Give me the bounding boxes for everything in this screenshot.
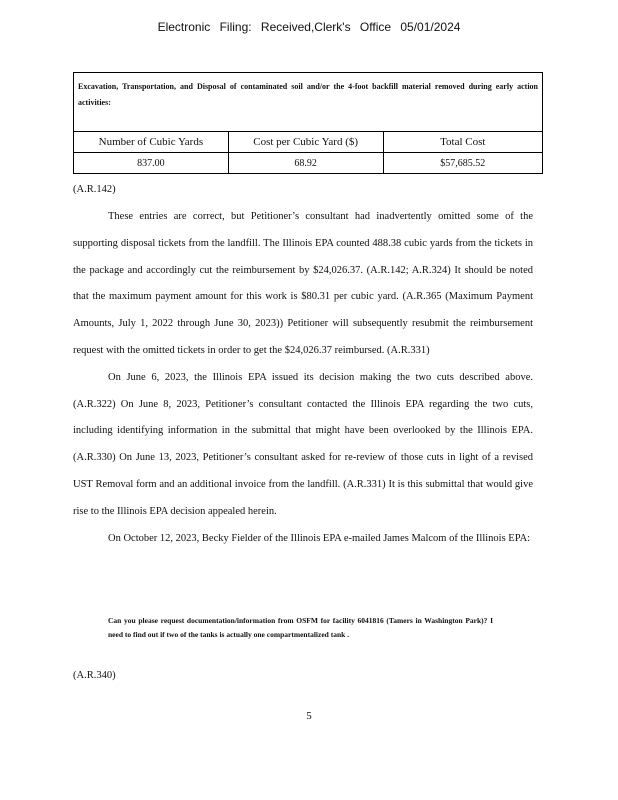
body-section — [73, 204, 533, 552]
column-header-cost-per-yard: Cost per Cubic Yard ($) — [228, 132, 383, 153]
paragraph: On October 12, 2023, Becky Fielder of the Illinois EPA e-mailed James Malcom of the Illinois EPA: — [108, 532, 531, 544]
cell-cubic-yards: 837.00 — [74, 153, 229, 174]
page-number: 5 — [306, 710, 312, 722]
paragraph: On June 6, 2023, the Illinois EPA issued its decision making the two cuts described above. (A.R.322) On June 8, 2023, Petitioner’s consultant contacted the Illinois EPA regarding the two cuts, including identifying information in the submittal that might have been overlooked by the Illinois EPA. (A.R.330) On June 13, 2023, Petitioner’s consultant asked for re-review of those cuts in light of a revised UST Removal form and an additional invoice from the landfill. (A.R.331) It is this submittal that would give rise to the Illinois EPA decision appealed herein. — [73, 371, 533, 517]
email-quote: Can you please request documentation/information from OSFM for facility 6041816 (Tamers in Washington Park)? I need to find out if two of the tanks is actually one compartmentalized tank . — [108, 616, 493, 639]
column-header-total-cost: Total Cost — [383, 132, 542, 153]
paragraph: These entries are correct, but Petitioner’s consultant had inadvertently omitted some of the supporting disposal tickets from the landfill. The Illinois EPA counted 488.38 cubic yards from the tickets in the package and accordingly cut the reimbursement by $24,026.37. (A.R.142; A.R.324) It should be noted that the maximum payment amount for this work is $80.31 per cubic yard. (A.R.365 (Maximum Payment Amounts, July 1, 2022 through June 30, 2023)) Petitioner will subsequently resubmit the reimbursement request with the omitted tickets in order to get the $24,026.37 reimbursed. (A.R.331) — [73, 211, 533, 356]
record-citation: (A.R.340) — [73, 670, 116, 681]
cell-total-cost: $57,685.52 — [383, 153, 542, 174]
column-header-cubic-yards: Number of Cubic Yards — [74, 132, 229, 153]
cost-table — [73, 72, 543, 174]
table-description: Excavation, Transportation, and Disposal of contaminated soil and/or the 4-foot backfill material removed during early action activities: — [74, 73, 543, 132]
cell-cost-per-yard: 68.92 — [228, 153, 383, 174]
filing-header: Electronic Filing: Received,Clerk's Office 05/01/2024 — [157, 20, 461, 34]
record-citation: (A.R.142) — [73, 184, 116, 195]
